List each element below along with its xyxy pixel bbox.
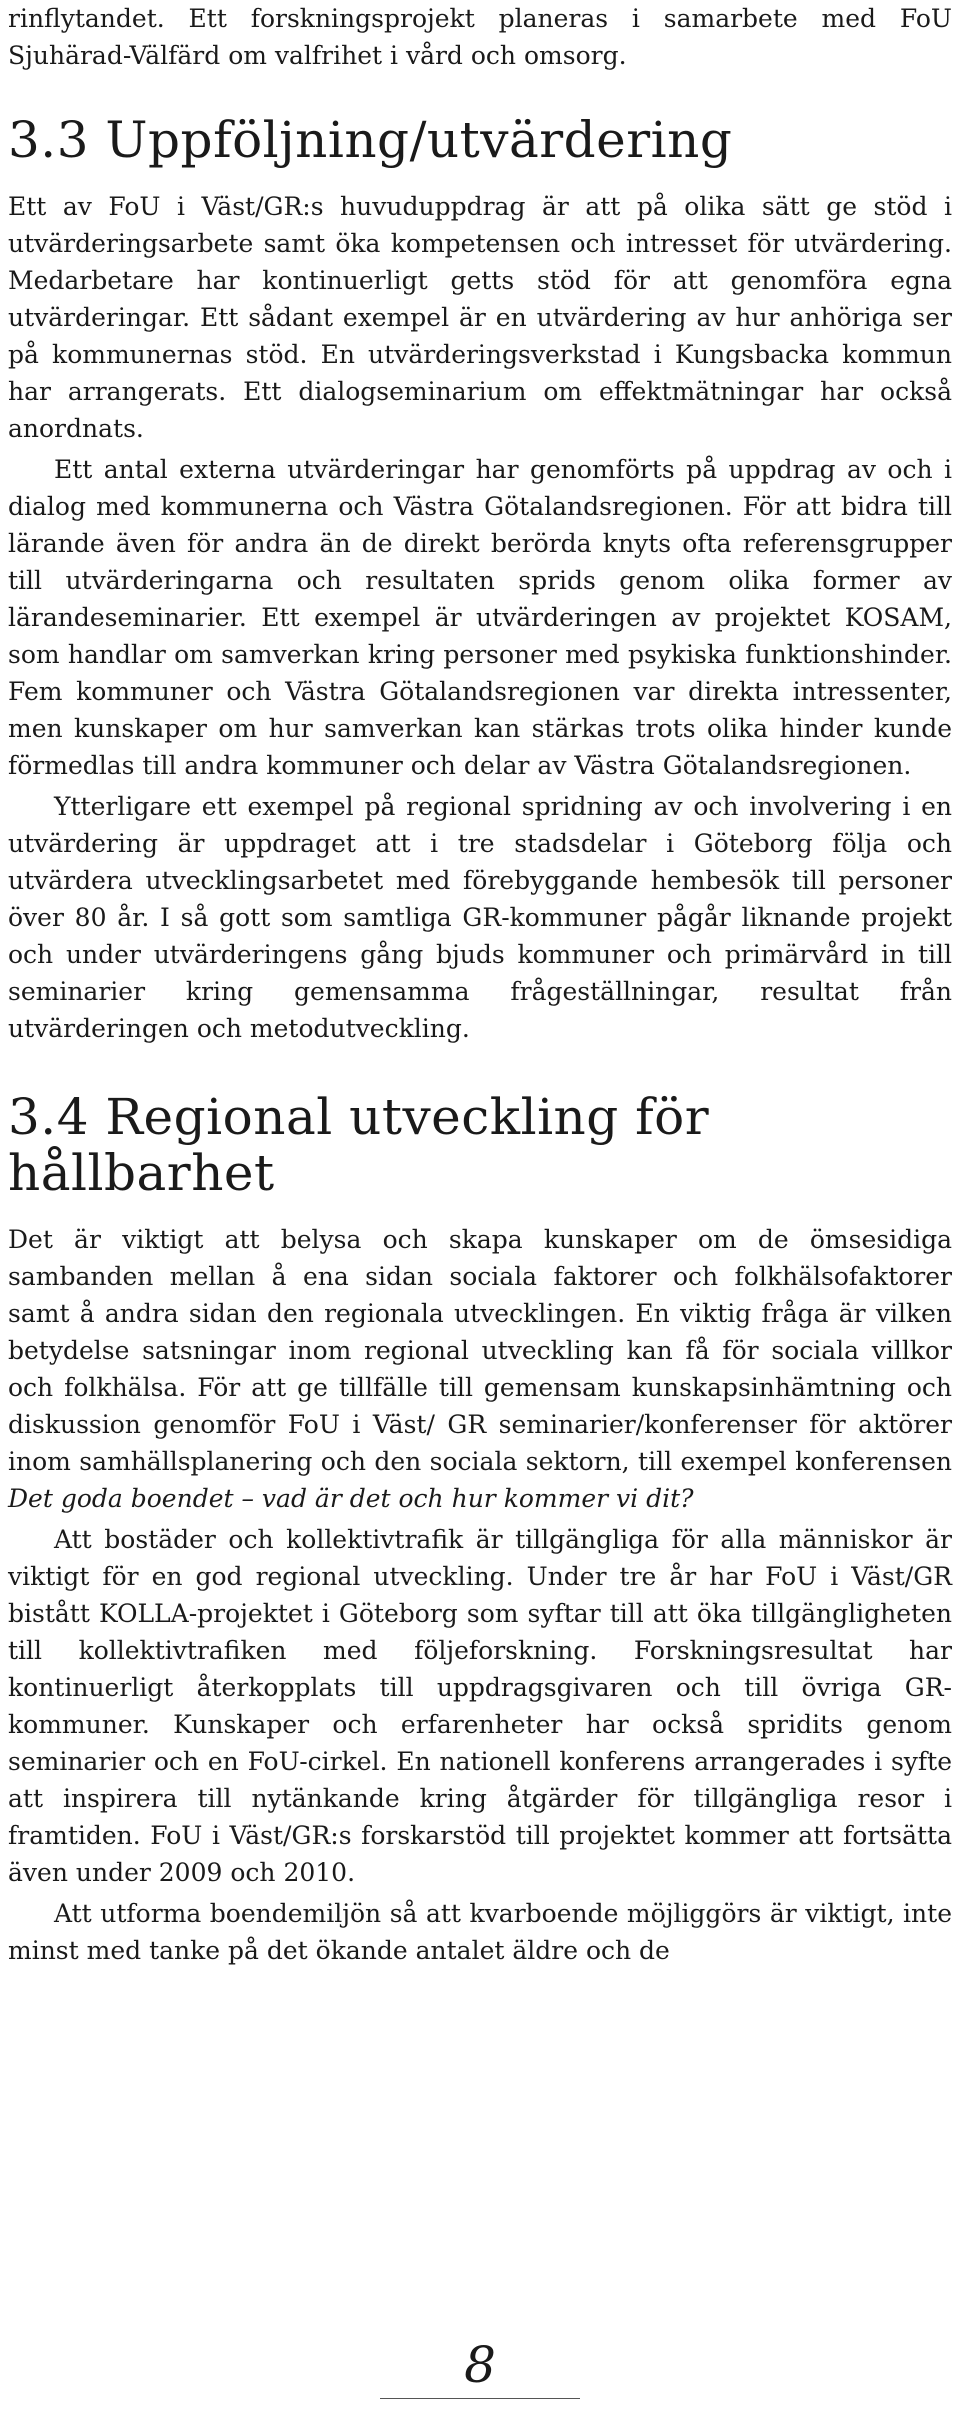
paragraph-3-4-1: [8, 1221, 952, 1517]
conference-title: Det goda boendet – vad är det och hur kommer vi dit?: [8, 1484, 694, 1513]
heading-section-3-3: 3.3 Uppföljning/utvärdering: [8, 111, 733, 169]
paragraph-3-3-3: Ytterligare ett exempel på regional spridning av och involvering i en utvärdering är uppdraget att i tre stadsdelar i Göteborg följa och utvärdera utvecklingsarbetet med förebyggande hembesök till personer över 80 år. I så gott som samtliga GR-kommuner pågår liknande projekt och under utvärderingens gång bjuds kommuner och primärvård in till seminarier kring gemensamma frågeställningar, resultat från utvärderingen och metodutveckling.: [8, 792, 952, 1043]
paragraph-intro: rinflytandet. Ett forskningsprojekt planeras i samarbete med FoU Sjuhärad-Välfärd om valfrihet i vård och omsorg.: [8, 4, 952, 70]
paragraph-3-4-1-text: Det är viktigt att belysa och skapa kunskaper om de ömsesidiga sambanden mellan å ena sidan sociala faktorer och folkhälsofaktorer samt å andra sidan den regionala utvecklingen. En viktig fråga är vilken betydelse satsningar inom regional utveckling kan få för sociala villkor och folkhälsa. För att ge tillfälle till gemensam kunskapsinhämtning och diskussion genomför FoU i Väst/ GR seminarier/konferenser för aktörer inom samhällsplanering och den sociala sektorn, till exempel konferensen: [8, 1225, 952, 1476]
paragraph-3-3-2: Ett antal externa utvärderingar har genomförts på uppdrag av och i dialog med kommunerna och Västra Götalandsregionen. För att bidra till lärande även för andra än de direkt berörda knyts ofta referensgrupper till utvärderingarna och resultaten sprids genom olika former av lärandeseminarier. Ett exempel är utvärderingen av projektet KOSAM, som handlar om samverkan kring personer med psykiska funktionshinder. Fem kommuner och Västra Götalandsregionen var direkta intressenter, men kunskaper om hur samverkan kan stärkas trots olika hinder kunde förmedlas till andra kommuner och delar av Västra Götalandsregionen.: [8, 455, 952, 780]
page-number: 8: [380, 2340, 580, 2399]
paragraph-3-4-2: Att bostäder och kollektivtrafik är tillgängliga för alla människor är viktigt för en god regional utveckling. Under tre år har FoU i Väst/GR bistått KOLLA-projektet i Göteborg som syftar till att öka tillgängligheten till kollektivtrafiken med följeforskning. Forskningsresultat har kontinuerligt återkopplats till uppdragsgivaren och till övriga GR-kommuner. Kunskaper och erfarenheter har också spridits genom seminarier och en FoU-cirkel. En nationell konferens arrangerades i syfte att inspirera till nytänkande kring åtgärder för tillgängliga resor i framtiden. FoU i Väst/GR:s forskarstöd till projektet kommer att fortsätta även under 2009 och 2010.: [8, 1525, 952, 1887]
page-footer: [0, 2336, 960, 2399]
heading-section-3-4: 3.4 Regional utveckling för hållbarhet: [8, 1088, 710, 1202]
document-page: [8, 0, 952, 1969]
paragraph-3-3-1: Ett av FoU i Väst/GR:s huvuduppdrag är att på olika sätt ge stöd i utvärderingsarbete samt öka kompetensen och intresset för utvärdering. Medarbetare har kontinuerligt getts stöd för att genomföra egna utvärderingar. Ett sådant exempel är en utvärdering av hur anhöriga ser på kommunernas stöd. En utvärderingsverkstad i Kungsbacka kommun har arrangerats. Ett dialogseminarium om effektmätningar har också anordnats.: [8, 192, 952, 443]
paragraph-3-4-3: Att utforma boendemiljön så att kvarboende möjliggörs är viktigt, inte minst med tanke på det ökande antalet äldre och de: [8, 1899, 952, 1965]
